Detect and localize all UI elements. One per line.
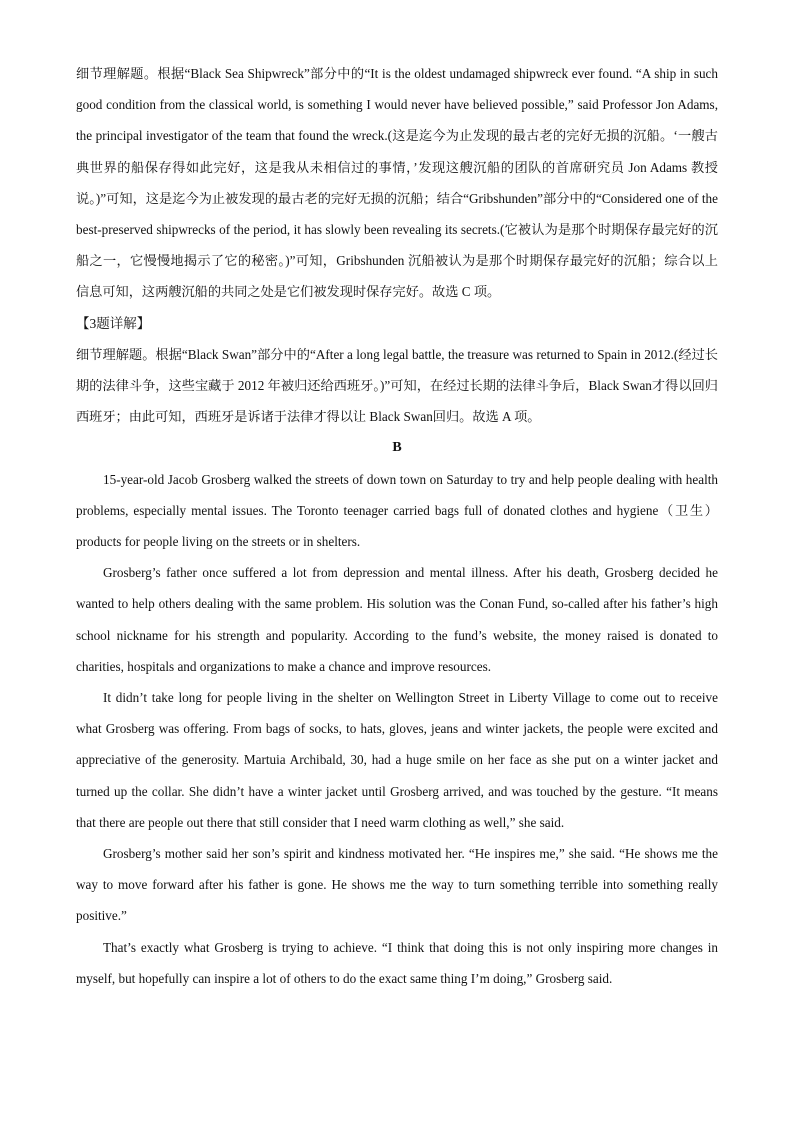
- q3-explanation: 细节理解题。根据“Black Swan”部分中的“After a long legal battle, the treasure was returned to Spain in 2012.(经过长期的法律斗争，这些宝藏于 2012 年被归还给西班牙。)”可知，在经过长期的法律斗争后，Black Swan才得以回归西班牙；由此可知，西班牙是诉诸于法律才得以让 Black Swan回归。故选 A 项。: [76, 346, 718, 425]
- section-b-title: B: [392, 440, 402, 456]
- q2-explanation: 细节理解题。根据“Black Sea Shipwreck”部分中的“It is the oldest undamaged shipwreck ever found. “A ship in such good condition from the classical world, is something I would never have believed possible,” said Professor Jon Adams, the principal investigator of the team that found the wreck.(这是迄今为止发现的最古老的完好无损的沉船。‘一艘古典世界的船保存得如此完好，这是我从未相信过的事情，’发现这艘沉船的团队的首席研究员 Jon Adams 教授说。)”可知，这是迄今为止被发现的最古老的完好无损的沉船；结合“Gribshunden”部分中的“Considered one of the best-preserved shipwrecks of the period, it has slowly been revealing its secrets.(它被认为是那个时期保存最完好的沉船之一，它慢慢地揭示了它的秘密。)”可知，Gribshunden 沉船被认为是那个时期保存最完好的沉船；综合以上信息可知，这两艘沉船的共同之处是它们被发现时保存完好。故选 C 项。: [76, 66, 718, 300]
- document-page: [76, 58, 718, 994]
- q3-heading: 【3题详解】: [76, 315, 151, 331]
- passage-paragraph: That’s exactly what Grosberg is trying to achieve. “I think that doing this is not only inspiring more changes in myself, but hopefully can inspire a lot of others to do the exact same thing I’m doing,” Grosberg said.: [76, 939, 718, 986]
- passage-paragraph: Grosberg’s father once suffered a lot from depression and mental illness. After his death, Grosberg decided he wanted to help others dealing with the same problem. His solution was the Conan Fund, so-called after his father’s high school nickname for his strength and popularity. According to the fund’s website, the money raised is donated to charities, hospitals and organizations to make a chance and improve resources.: [76, 565, 718, 674]
- passage-paragraph: It didn’t take long for people living in the shelter on Wellington Street in Liberty Village to come out to receive what Grosberg was offering. From bags of socks, to hats, gloves, jeans and winter jackets, the people were excited and appreciative of the generosity. Martuia Archibald, 30, had a huge smile on her face as she put on a winter jacket and turned up the collar. She didn’t have a winter jacket until Grosberg arrived, and was touched by the gesture. “It means that there are people out there that still consider that I need warm clothing as well,” she said.: [76, 690, 718, 830]
- passage-paragraph: Grosberg’s mother said her son’s spirit and kindness motivated her. “He inspires me,” she said. “He shows me the way to move forward after his father is gone. He shows me the way to turn something terrible into something really positive.”: [76, 846, 718, 924]
- passage-paragraph: 15-year-old Jacob Grosberg walked the streets of down town on Saturday to try and help people dealing with health problems, especially mental issues. The Toronto teenager carried bags full of donated clothes and hygiene（卫生）products for people living on the streets or in shelters.: [76, 471, 718, 550]
